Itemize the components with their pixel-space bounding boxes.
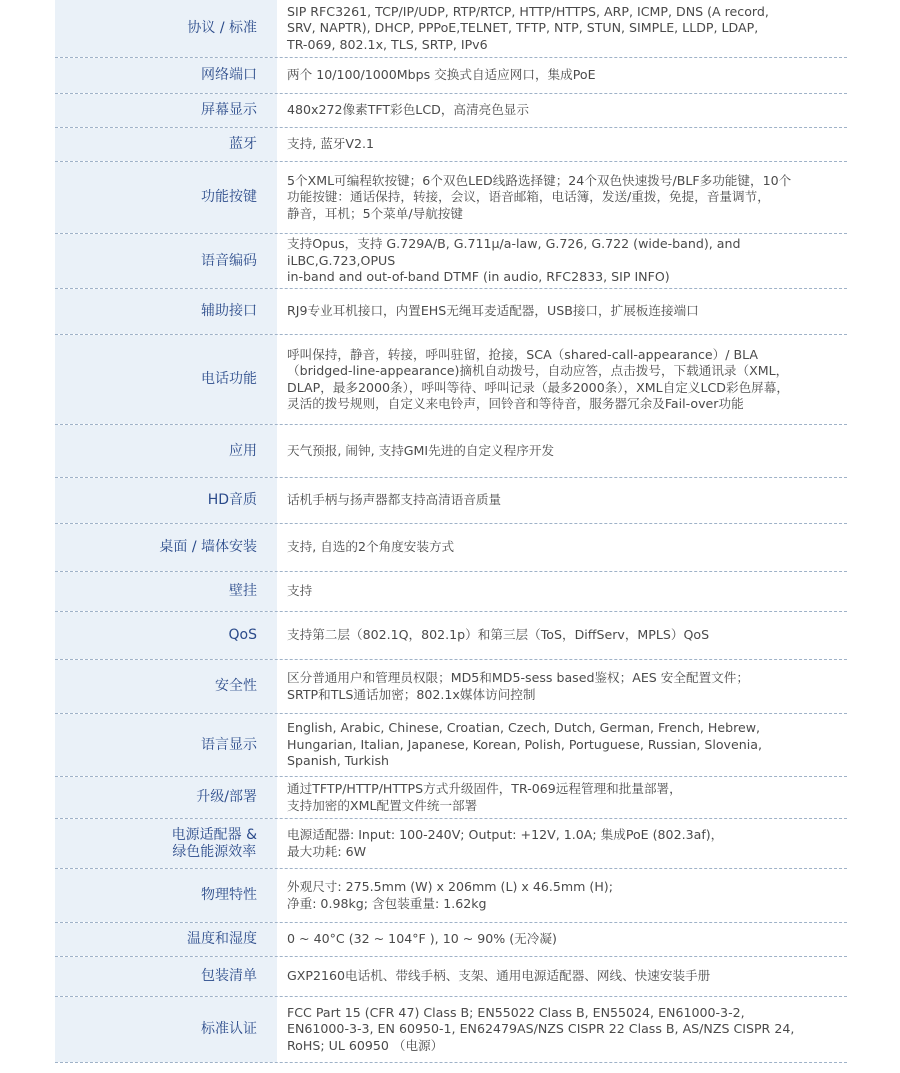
spec-row-power bbox=[55, 819, 847, 869]
spec-value: 480x272像素TFT彩色LCD，高清亮色显示 bbox=[287, 102, 529, 118]
spec-row-languages bbox=[55, 714, 847, 777]
spec-value: GXP2160电话机、带线手柄、支架、通用电源适配器、网线、快速安装手册 bbox=[287, 968, 711, 984]
spec-label: 应用 bbox=[55, 425, 277, 477]
spec-value: 天气预报, 闹钟, 支持GMI先进的自定义程序开发 bbox=[287, 442, 555, 458]
spec-value: 支持 bbox=[287, 583, 313, 599]
spec-value: English, Arabic, Chinese, Croatian, Czech, Dutch, German, French, Hebrew, Hungarian, Italian, Japanese, Korean, Polish, Portuguese, Russian, Slovenia, Spanish, Turkish bbox=[287, 720, 762, 769]
spec-value: 支持第二层（802.1Q，802.1p）和第三层（ToS，DiffServ，MPLS）QoS bbox=[287, 627, 710, 643]
spec-value: 支持, 自选的2个角度安装方式 bbox=[287, 539, 455, 555]
spec-row-protocol bbox=[55, 0, 847, 58]
spec-value: 外观尺寸: 275.5mm (W) x 206mm (L) x 46.5mm (H); 净重: 0.98kg; 含包装重量: 1.62kg bbox=[287, 879, 613, 911]
spec-label: 辅助接口 bbox=[55, 289, 277, 334]
spec-value: 0 ~ 40°C (32 ~ 104°F ), 10 ~ 90% (无冷凝) bbox=[287, 931, 557, 947]
spec-row-aux-port bbox=[55, 289, 847, 335]
spec-label: 语音编码 bbox=[55, 234, 277, 288]
spec-row-mounting bbox=[55, 524, 847, 572]
spec-value: 5个XML可编程软按键；6个双色LED线路选择键；24个双色快速拨号/BLF多功能键，10个 功能按键：通话保持，转接，会议，语音邮箱，电话簿，发送/重拨，免提，音量调节， 静音，耳机；5个菜单/导航按键 bbox=[287, 172, 792, 221]
spec-row-applications bbox=[55, 425, 847, 478]
spec-label: 壁挂 bbox=[55, 572, 277, 611]
spec-value: FCC Part 15 (CFR 47) Class B; EN55022 Class B, EN55024, EN61000-3-2, EN61000-3-3, EN 60950-1, EN62479AS/NZS CISPR 22 Class B, AS/NZS CISPR 24, RoHS; UL 60950 （电源） bbox=[287, 1004, 795, 1053]
spec-value: 支持, 蓝牙V2.1 bbox=[287, 136, 375, 152]
spec-label: 桌面 / 墙体安装 bbox=[55, 524, 277, 571]
spec-label: 协议 / 标准 bbox=[55, 0, 277, 57]
spec-row-bluetooth bbox=[55, 128, 847, 162]
spec-label: 电话功能 bbox=[55, 335, 277, 424]
spec-value: 支持Opus，支持 G.729A/B, G.711μ/a-law, G.726, G.722 (wide-band), and iLBC,G.723,OPUS in-band and out-of-band DTMF (in audio, RFC2833, SIP INFO) bbox=[287, 236, 741, 285]
spec-row-codec bbox=[55, 234, 847, 289]
spec-row-keys bbox=[55, 162, 847, 234]
spec-label: QoS bbox=[55, 612, 277, 659]
spec-row-temperature bbox=[55, 923, 847, 957]
spec-label: 升级/部署 bbox=[55, 777, 277, 818]
spec-row-phone-features bbox=[55, 335, 847, 425]
spec-row-wall-mount bbox=[55, 572, 847, 612]
spec-row-security bbox=[55, 660, 847, 714]
spec-row-qos bbox=[55, 612, 847, 660]
spec-value: 话机手柄与扬声器都支持高清语音质量 bbox=[287, 492, 502, 508]
spec-row-certification bbox=[55, 997, 847, 1063]
spec-label: 屏幕显示 bbox=[55, 94, 277, 127]
spec-row-upgrade bbox=[55, 777, 847, 819]
spec-value: 通过TFTP/HTTP/HTTPS方式升级固件，TR-069远程管理和批量部署， 支持加密的XML配置文件统一部署 bbox=[287, 781, 682, 813]
spec-label: 温度和湿度 bbox=[55, 923, 277, 956]
spec-label: 蓝牙 bbox=[55, 128, 277, 161]
spec-label: 电源适配器 & 绿色能源效率 bbox=[55, 819, 277, 868]
spec-value: 两个 10/100/1000Mbps 交换式自适应网口，集成PoE bbox=[287, 67, 596, 83]
spec-row-physical bbox=[55, 869, 847, 923]
spec-row-package bbox=[55, 957, 847, 997]
spec-label: 安全性 bbox=[55, 660, 277, 713]
spec-row-network-port bbox=[55, 58, 847, 94]
spec-label: HD音质 bbox=[55, 478, 277, 523]
spec-value: 电源适配器: Input: 100-240V; Output: +12V, 1.0A; 集成PoE (802.3af)， 最大功耗: 6W bbox=[287, 827, 724, 859]
spec-row-display bbox=[55, 94, 847, 128]
spec-label: 功能按键 bbox=[55, 162, 277, 233]
spec-label: 网络端口 bbox=[55, 58, 277, 93]
spec-value: 呼叫保持，静音，转接，呼叫驻留，抢接，SCA（shared-call-appearance）/ BLA （bridged-line-appearance)摘机自动拨号，自动应答，点击拨号，下载通讯录（XML， DLAP，最多2000条），呼叫等待、呼叫记录（最多2000条），XML自定义LCD彩色屏幕， 灵活的拨号规则，自定义来电铃声，回铃音和等待音，服务器冗余及Fail-over功能 bbox=[287, 346, 789, 411]
spec-label: 包装清单 bbox=[55, 957, 277, 996]
spec-label: 物理特性 bbox=[55, 869, 277, 922]
spec-value: 区分普通用户和管理员权限；MD5和MD5-sess based鉴权；AES 安全配置文件； SRTP和TLS通话加密；802.1x媒体访问控制 bbox=[287, 670, 749, 702]
spec-row-hd-audio bbox=[55, 478, 847, 524]
spec-value: SIP RFC3261, TCP/IP/UDP, RTP/RTCP, HTTP/HTTPS, ARP, ICMP, DNS (A record, SRV, NAPTR), DHCP, PPPoE,TELNET, TFTP, NTP, STUN, SIMPLE, LLDP, LDAP, TR-069, 802.1x, TLS, SRTP, IPv6 bbox=[287, 3, 769, 52]
spec-label: 标准认证 bbox=[55, 997, 277, 1062]
spec-label: 语言显示 bbox=[55, 714, 277, 776]
spec-value: RJ9专业耳机接口，内置EHS无绳耳麦适配器，USB接口，扩展板连接端口 bbox=[287, 303, 699, 319]
